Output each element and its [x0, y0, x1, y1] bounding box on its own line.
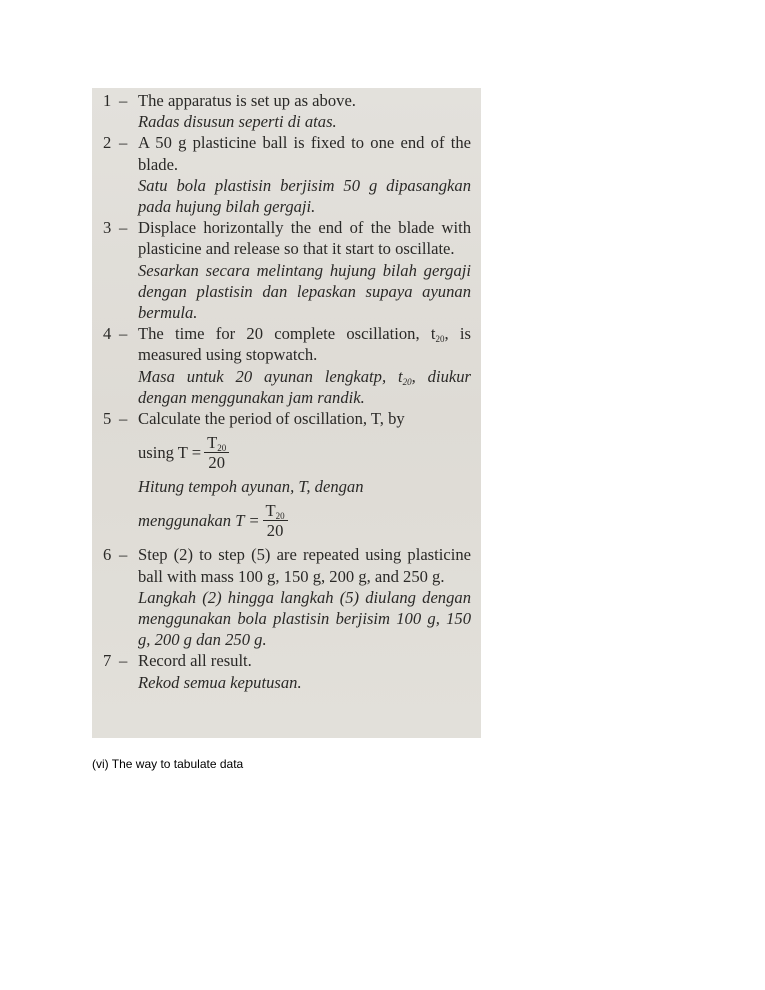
- step-6: [92, 544, 481, 650]
- step-7: [92, 650, 481, 692]
- step-text-malay: Rekod semua keputusan.: [138, 672, 302, 692]
- fraction: $\frac{T_{20}}{20}$: [204, 433, 229, 473]
- step-dash: –: [119, 218, 128, 238]
- step-dash: –: [119, 133, 128, 153]
- period-formula-malay: [138, 497, 471, 544]
- period-formula-english: [138, 429, 471, 476]
- step-text-malay: Hitung tempoh ayunan, T, dengan: [138, 477, 364, 497]
- fraction: $\frac{T_{20}}{20}$: [263, 501, 288, 541]
- step-text-english: A 50 g plasticine ball is fixed to one end of the blade.: [138, 133, 471, 174]
- step-dash: –: [119, 91, 128, 110]
- step-3: [92, 217, 481, 323]
- step-text-malay: Masa untuk 20 ayunan lengkatp, $t_{20}$, diukur dengan menggunakan jam randik.: [138, 366, 472, 407]
- step-text-malay: Sesarkan secara melintang hujung bilah gergaji dengan plastisin dan lepaskan supaya ayunan bermula.: [138, 260, 471, 323]
- formula-label: menggunakan T =: [138, 511, 260, 531]
- step-text-malay: Langkah (2) hingga langkah (5) diulang dengan menggunakan bola plastisin berjisim 100 g, 150 g, 200 g dan 250 g.: [138, 587, 471, 650]
- step-number: 2: [103, 133, 112, 153]
- step-number: 6: [103, 545, 112, 565]
- step-5: [92, 408, 481, 544]
- step-number: 5: [103, 409, 112, 429]
- step-text-english: Record all result.: [138, 651, 252, 671]
- step-text-english: The apparatus is set up as above.: [138, 91, 356, 110]
- step-text-english: Step (2) to step (5) are repeated using plasticine ball with mass 100 g, 150 g, 200 g, and 250 g.: [138, 545, 471, 586]
- step-dash: –: [119, 545, 128, 565]
- step-text-english: The time for 20 complete oscillation, $t_{20}$, is measured using stopwatch.: [138, 324, 471, 365]
- step-text-malay: Radas disusun seperti di atas.: [138, 112, 337, 132]
- step-2: [92, 132, 481, 217]
- step-1: [92, 90, 481, 132]
- step-text-english: Calculate the period of oscillation, T, by: [138, 409, 405, 429]
- section-caption: (vi) The way to tabulate data: [92, 757, 244, 771]
- step-text-malay: Satu bola plastisin berjisim 50 g dipasangkan pada hujung bilah gergaji.: [138, 175, 471, 217]
- step-dash: –: [119, 651, 128, 671]
- step-dash: –: [119, 324, 128, 344]
- step-number: 7: [103, 651, 112, 671]
- scanned-procedure-image: [92, 88, 481, 738]
- step-number: 3: [103, 218, 112, 238]
- step-number: 1: [103, 91, 112, 110]
- step-dash: –: [119, 409, 128, 429]
- step-text-english: Displace horizontally the end of the blade with plasticine and release so that it start to oscillate.: [138, 218, 471, 259]
- formula-label: using T =: [138, 443, 202, 463]
- step-number: 4: [103, 324, 112, 344]
- step-4: [92, 323, 481, 408]
